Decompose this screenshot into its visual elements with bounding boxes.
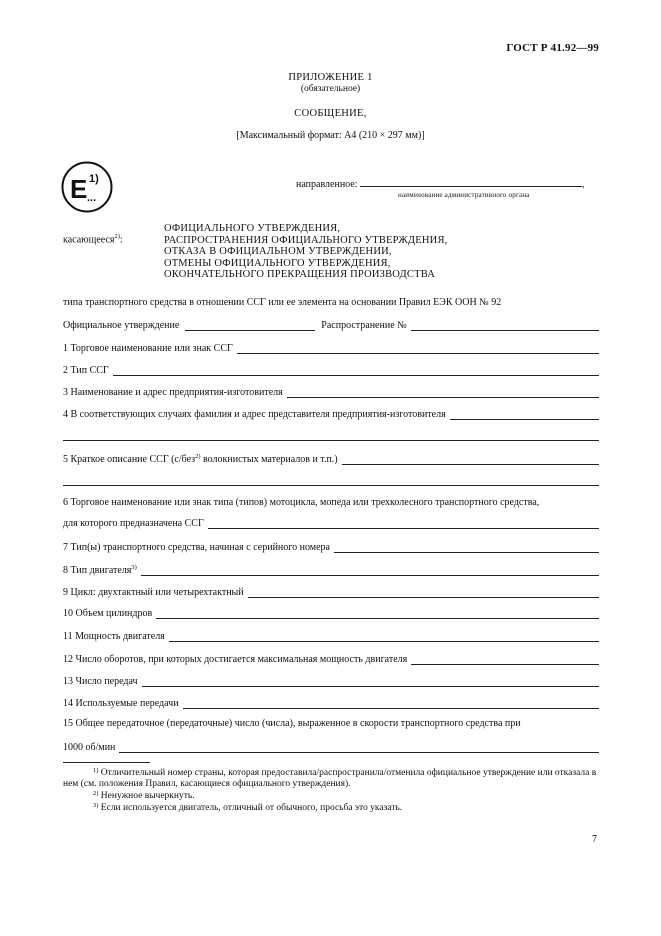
extension-label: Распространение № [321, 320, 407, 331]
footnote-1 [63, 768, 600, 790]
item-7-field[interactable] [334, 542, 599, 553]
item-1-field[interactable] [237, 343, 599, 354]
e-mark-approval-icon [60, 160, 114, 214]
footnote-3-text: Если используется двигатель, отличный от обычного, просьба это указать. [98, 803, 403, 813]
item-15 [63, 740, 599, 753]
sent-to-caption: наименование административного органа [398, 191, 530, 199]
item-11 [63, 629, 599, 642]
intro-text: типа транспортного средства в отношении ССГ или ее элемента на основании Правил ЕЭК ООН № 92 [63, 297, 502, 308]
item-3-label: 3 Наименование и адрес предприятия-изготовителя [63, 387, 283, 398]
item-9-label: 9 Цикл: двухтактный или четырехтактный [63, 587, 244, 598]
item-13-label: 13 Число передач [63, 676, 138, 687]
item-10-label: 10 Объем цилиндров [63, 608, 153, 619]
footnote-2-ref: 2) [93, 790, 99, 797]
item-2 [63, 363, 599, 376]
option-extension: РАСПРОСТРАНЕНИЯ ОФИЦИАЛЬНОГО УТВЕРЖДЕНИЯ, [164, 234, 448, 246]
item-13-field[interactable] [142, 676, 599, 687]
item-14-label: 14 Используемые передачи [63, 698, 179, 709]
item-4 [63, 407, 599, 420]
item-6-field[interactable] [208, 518, 599, 529]
item-3 [63, 385, 599, 398]
concerning-note-ref: 2) [114, 233, 120, 240]
item-8-field[interactable] [141, 565, 599, 576]
standard-header: ГОСТ Р 41.92—99 [506, 42, 599, 54]
item-5-note-ref: 2) [195, 453, 201, 460]
item-6-label-line1: 6 Торговое наименование или знак типа (типов) мотоцикла, мопеда или трехколесного транспортного средства, [63, 497, 540, 508]
footnote-1-text: Отличительный номер страны, которая предоставила/распространила/отменила официальное утверждение или отказала в нем (см. положения Правил, касающиеся официального утверждения). [63, 768, 597, 789]
option-refusal: ОТКАЗА В ОФИЦИАЛЬНОМ УТВЕРЖДЕНИИ, [164, 246, 392, 257]
concerning-colon: : [119, 234, 123, 246]
e-mark-dots: ... [87, 192, 97, 204]
item-4-field[interactable] [450, 409, 599, 420]
option-approval: ОФИЦИАЛЬНОГО УТВЕРЖДЕНИЯ, [164, 223, 341, 234]
sent-to-label: направленное: [296, 179, 358, 190]
item-10-field[interactable] [156, 608, 599, 619]
footnote-3 [63, 803, 600, 814]
item-11-field[interactable] [169, 631, 599, 642]
sent-to-comma: , [582, 179, 585, 190]
item-8-label [63, 565, 137, 576]
item-14-field[interactable] [183, 698, 599, 709]
footnote-1-ref: 1) [93, 767, 99, 774]
item-5-label-start: 5 Краткое описание ССГ (с/без [63, 454, 196, 465]
sent-to-field[interactable] [360, 176, 582, 187]
item-7-label: 7 Тип(ы) транспортного средства, начиная с серийного номера [63, 542, 330, 553]
e-mark-superscript: 1) [89, 173, 99, 185]
item-8-note-ref: 3) [131, 564, 137, 571]
page-number: 7 [592, 834, 597, 845]
item-1-label: 1 Торговое наименование или знак ССГ [63, 343, 233, 354]
item-9 [63, 585, 599, 598]
approval-number-field[interactable] [185, 320, 315, 331]
footnote-3-ref: 3) [93, 802, 99, 809]
item-15-label-line2: 1000 об/мин [63, 742, 116, 753]
extension-number-field[interactable] [411, 320, 599, 331]
item-5-continuation-line[interactable] [63, 485, 599, 486]
item-7 [63, 540, 599, 553]
item-4-continuation-line[interactable] [63, 440, 599, 441]
item-9-field[interactable] [248, 587, 599, 598]
item-2-field[interactable] [113, 365, 599, 376]
item-4-label: 4 В соответствующих случаях фамилия и адрес представителя предприятия-изготовителя [63, 409, 446, 420]
item-12-field[interactable] [411, 654, 599, 665]
item-15-label-line1: 15 Общее передаточное (передаточные) число (числа), выраженное в скорости транспортного средства при [63, 718, 521, 729]
footnote-2-text: Ненужное вычеркнуть. [98, 791, 195, 801]
item-10 [63, 606, 599, 619]
item-8 [63, 563, 599, 576]
approval-row [63, 318, 599, 331]
item-6-label-line2: для которого предназначена ССГ [63, 518, 204, 529]
item-1 [63, 341, 599, 354]
item-8-label-text: 8 Тип двигателя [63, 565, 132, 576]
option-discontinued: ОКОНЧАТЕЛЬНОГО ПРЕКРАЩЕНИЯ ПРОИЗВОДСТВА [164, 269, 436, 280]
approval-label: Официальное утверждение [63, 320, 180, 331]
footnote-2 [63, 791, 600, 802]
option-withdrawal: ОТМЕНЫ ОФИЦИАЛЬНОГО УТВЕРЖДЕНИЯ, [164, 257, 391, 269]
concerning-text: касающееся [63, 234, 115, 246]
item-12 [63, 652, 599, 665]
document-title: СООБЩЕНИЕ, [294, 108, 367, 119]
footnote-divider [63, 762, 150, 763]
format-note: [Максимальный формат: A4 (210 × 297 мм)] [236, 130, 425, 141]
appendix-title: ПРИЛОЖЕНИЕ 1 [288, 72, 373, 83]
item-5 [63, 452, 599, 465]
item-2-label: 2 Тип ССГ [63, 365, 109, 376]
appendix-status: (обязательное) [300, 84, 361, 94]
item-13 [63, 674, 599, 687]
item-6 [63, 516, 599, 529]
item-14 [63, 696, 599, 709]
item-11-label: 11 Мощность двигателя [63, 631, 165, 642]
item-15-field[interactable] [119, 742, 599, 753]
e-mark-letter: E [70, 174, 88, 204]
item-3-field[interactable] [287, 387, 599, 398]
concerning-options [164, 223, 448, 281]
sent-to-row [296, 176, 585, 190]
item-5-label [63, 454, 338, 465]
item-12-label: 12 Число оборотов, при которых достигается максимальная мощность двигателя [63, 654, 408, 665]
item-5-label-end: волокнистых материалов и т.п.) [200, 454, 338, 465]
item-5-field[interactable] [342, 454, 599, 465]
concerning-label [63, 233, 123, 245]
